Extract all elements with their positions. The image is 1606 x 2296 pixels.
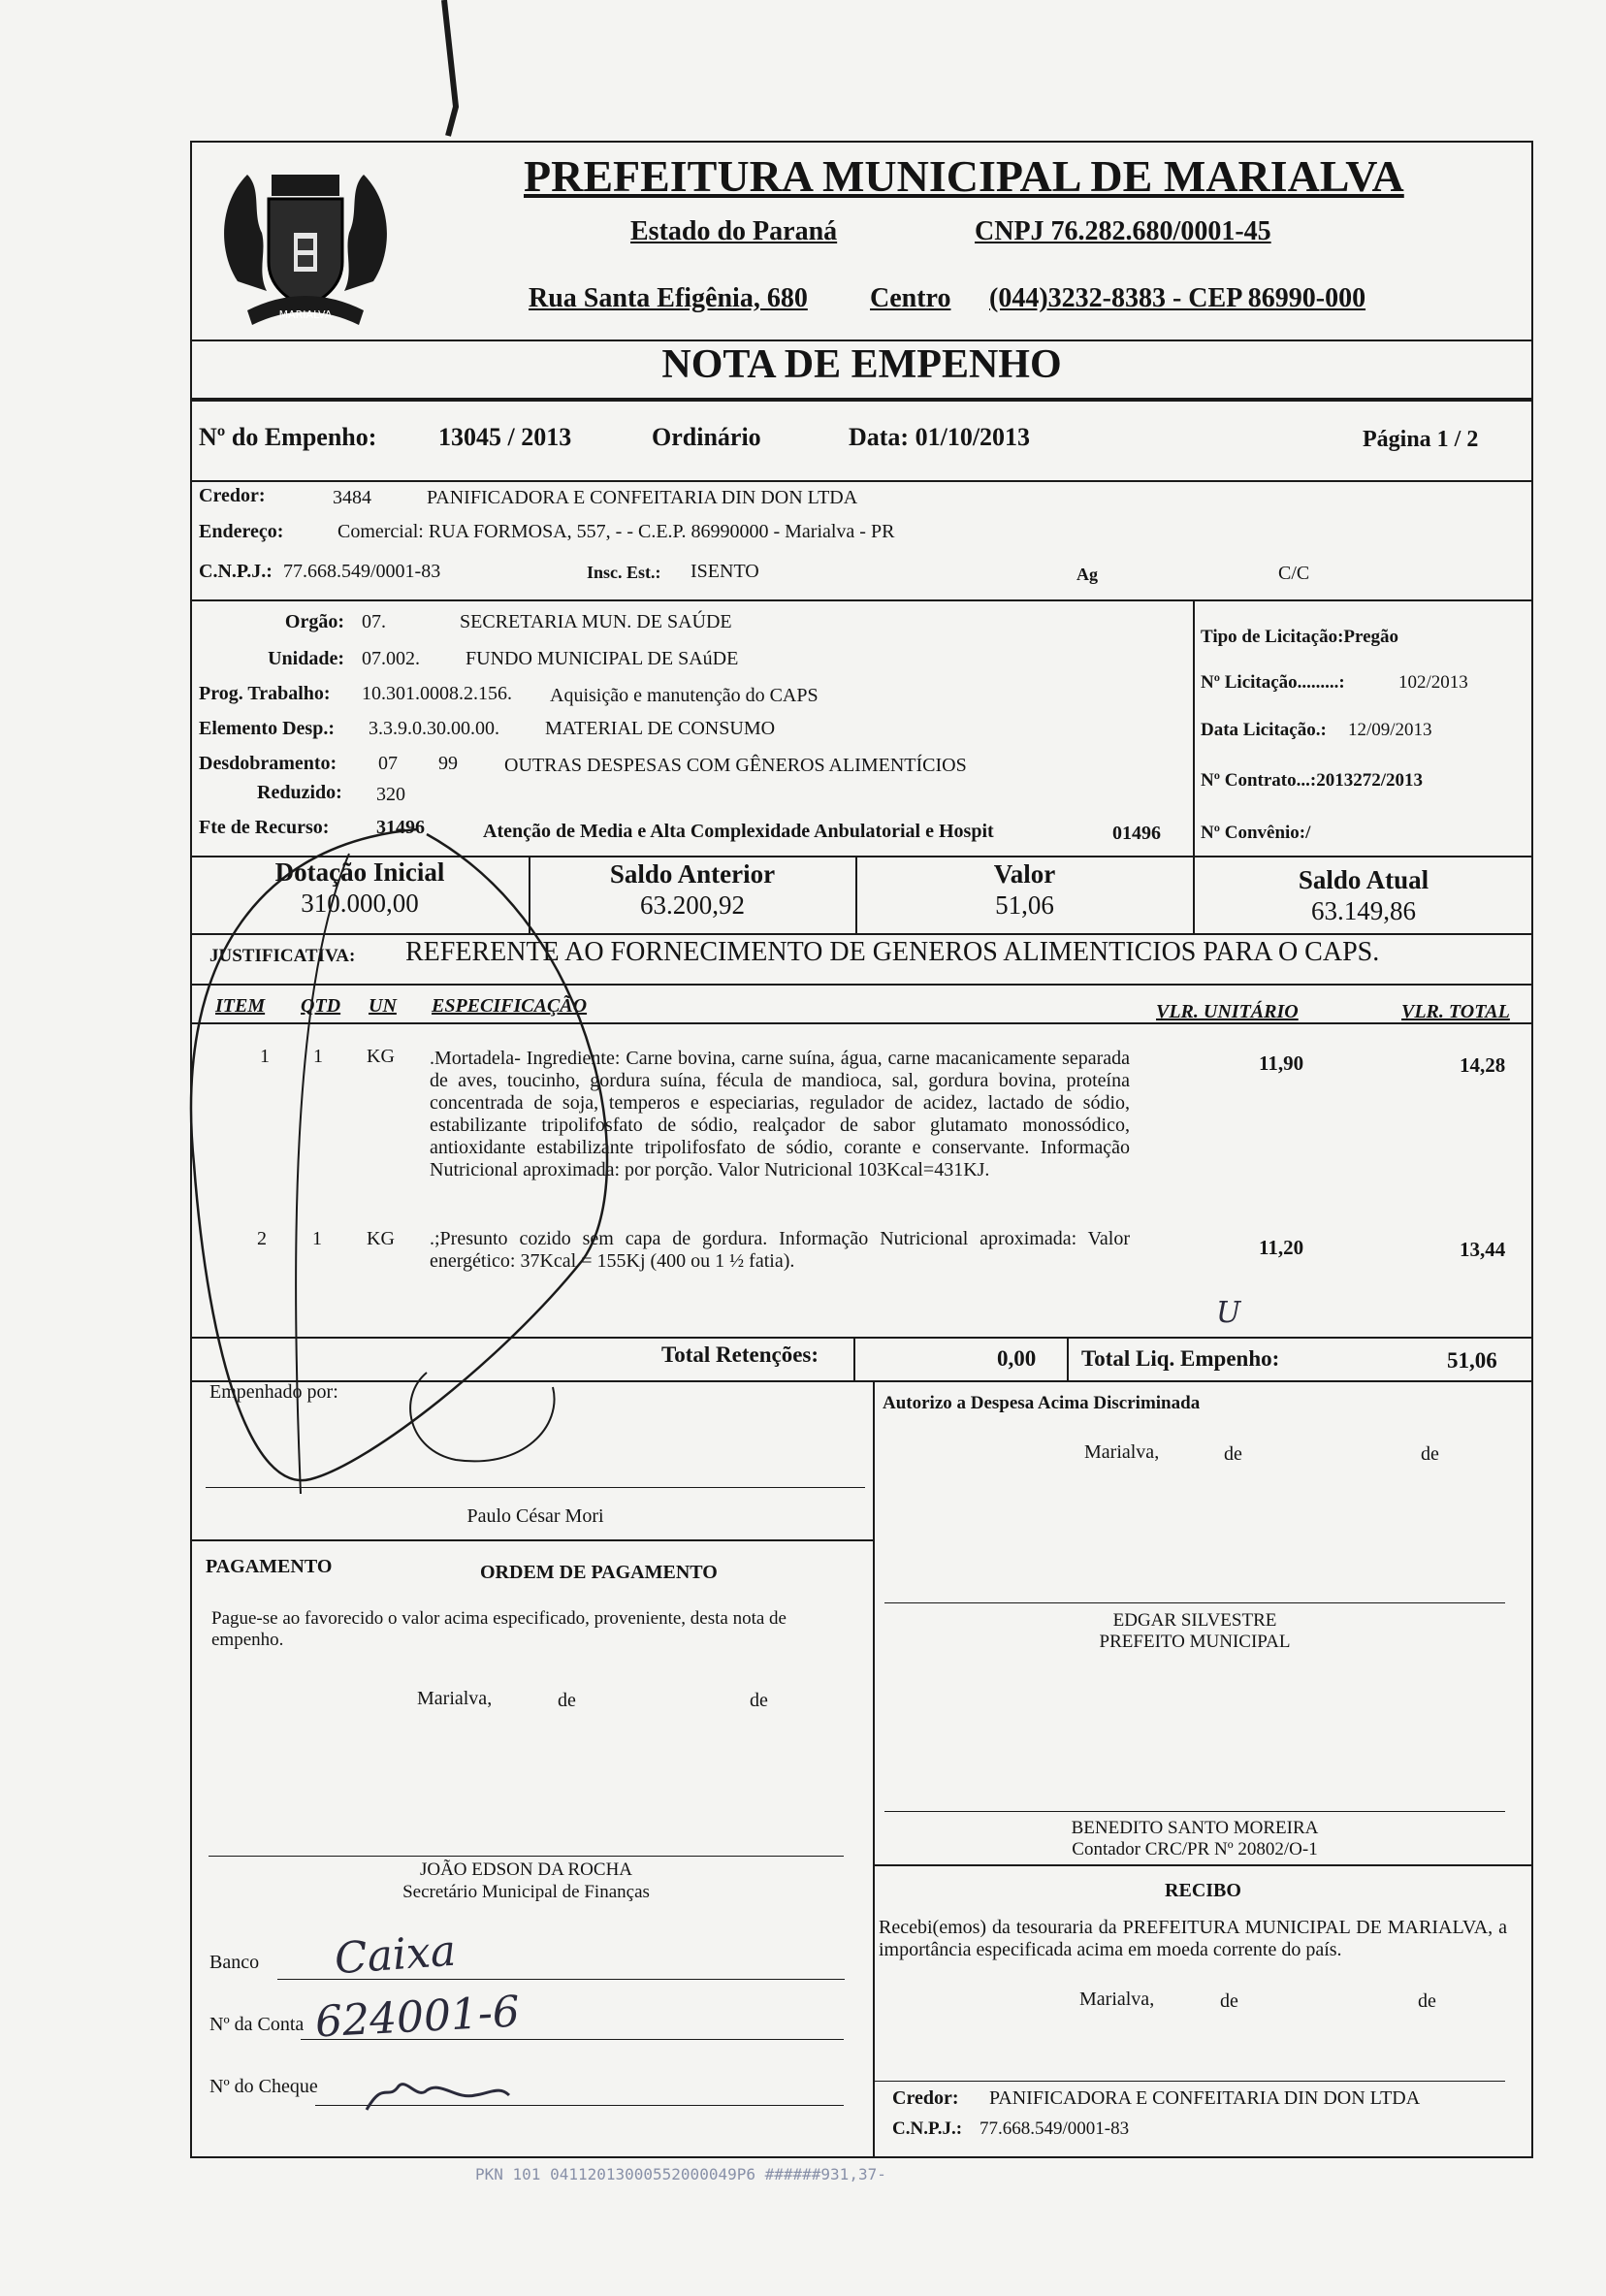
- unidade-name: FUNDO MUNICIPAL DE SAúDE: [466, 648, 739, 669]
- desdob-label: Desdobramento:: [199, 753, 337, 774]
- desdob-code1: 07: [378, 753, 398, 774]
- row1-item: 1: [260, 1046, 270, 1067]
- orgao-label: Orgão:: [284, 611, 344, 632]
- elemento-name: MATERIAL DE CONSUMO: [545, 718, 776, 739]
- prefeito-role: PREFEITO MUNICIPAL: [1099, 1632, 1291, 1652]
- pagamento-de1: de: [558, 1690, 576, 1711]
- empenho-number: 13045 / 2013: [438, 423, 572, 451]
- col-qtd: QTD: [301, 995, 341, 1017]
- dotacao-label: Dotação Inicial: [274, 857, 445, 887]
- prog-label: Prog. Trabalho:: [199, 683, 331, 704]
- desdob-code2: 99: [438, 753, 458, 774]
- cc-label: C/C: [1278, 563, 1310, 584]
- col-un: UN: [369, 995, 397, 1017]
- recibo-cnpj-label: C.N.P.J.:: [892, 2118, 963, 2139]
- row1-un: KG: [367, 1046, 395, 1067]
- insc-label: Insc. Est.:: [587, 563, 661, 582]
- recibo-de1: de: [1220, 1990, 1238, 2012]
- pagamento-city: Marialva,: [417, 1688, 493, 1709]
- unidade-label: Unidade:: [268, 648, 344, 669]
- autorizo-city: Marialva,: [1084, 1441, 1160, 1463]
- secretario-role: Secretário Municipal de Finanças: [402, 1882, 650, 1902]
- handwritten-mark: U: [1216, 1296, 1241, 1330]
- row1-unit-price: 11,90: [1259, 1051, 1304, 1075]
- liquido-label: Total Liq. Empenho:: [1081, 1346, 1280, 1371]
- credor-label: Credor:: [199, 485, 266, 506]
- autorizo-title: Autorizo a Despesa Acima Discriminada: [883, 1393, 1201, 1413]
- credor-address: Comercial: RUA FORMOSA, 557, - - C.E.P. 86990000 - Marialva - PR: [337, 521, 895, 542]
- licitacao-numero: 102/2013: [1398, 672, 1468, 693]
- credor-code: 3484: [333, 487, 371, 508]
- dotacao-value: 310.000,00: [301, 889, 419, 918]
- elemento-label: Elemento Desp.:: [199, 718, 335, 739]
- row2-spec: .;Presunto cozido sem capa de gordura. Informação Nutricional aproximada: Valor energético: 37Kcal = 155Kj (400 ou 1 ½ fatia).: [430, 1228, 1130, 1272]
- secretario-name: JOÃO EDSON DA ROCHA: [419, 1859, 633, 1880]
- fonte-code: 31496: [376, 817, 425, 838]
- valor-label: Valor: [993, 859, 1056, 889]
- state-name: Estado do Paraná: [630, 216, 838, 246]
- header-phone-cep: (044)3232-8383 - CEP 86990-000: [989, 283, 1366, 313]
- orgao-code: 07.: [362, 611, 386, 632]
- banco-value: Caixa: [333, 1925, 458, 1985]
- empenho-label: Nº do Empenho:: [199, 423, 377, 451]
- retencoes-label: Total Retenções:: [661, 1342, 819, 1367]
- header-street: Rua Santa Efigênia, 680: [529, 283, 808, 313]
- col-unit-price: VLR. UNITÁRIO: [1156, 1001, 1299, 1022]
- cnpj-label: C.N.P.J.:: [199, 561, 273, 582]
- credor-insc: ISENTO: [691, 561, 759, 582]
- page-title: PREFEITURA MUNICIPAL DE MARIALVA: [524, 151, 1404, 201]
- row2-qtd: 1: [312, 1228, 322, 1249]
- banco-label: Banco: [209, 1952, 260, 1973]
- autorizo-de1: de: [1224, 1443, 1242, 1465]
- recibo-de2: de: [1418, 1990, 1436, 2012]
- saldo-atual-label: Saldo Atual: [1298, 865, 1429, 894]
- recibo-credor-label: Credor:: [892, 2087, 959, 2109]
- empenho-type: Ordinário: [652, 423, 761, 451]
- row2-unit-price: 11,20: [1259, 1236, 1304, 1259]
- header-district: Centro: [870, 283, 951, 313]
- credor-name: PANIFICADORA E CONFEITARIA DIN DON LTDA: [427, 487, 858, 508]
- conta-value: 624001-6: [313, 1987, 522, 2048]
- pagamento-text: Pague-se ao favorecido o valor acima especificado, proveniente, desta nota de empenho.: [211, 1608, 787, 1650]
- saldo-anterior-value: 63.200,92: [640, 890, 745, 920]
- reduzido-label: Reduzido:: [257, 782, 342, 803]
- autorizo-de2: de: [1421, 1443, 1439, 1465]
- contrato: Nº Contrato...:2013272/2013: [1201, 770, 1423, 791]
- empenhado-name: Paulo César Mori: [466, 1505, 604, 1527]
- footer-code: PKN 101 04112013000552000049P6 ######931,37-: [475, 2165, 886, 2183]
- valor-value: 51,06: [995, 890, 1054, 920]
- prog-name: Aquisição e manutenção do CAPS: [550, 685, 819, 706]
- empenho-date: Data: 01/10/2013: [849, 423, 1031, 451]
- liquido-value: 51,06: [1447, 1348, 1497, 1373]
- row1-qtd: 1: [313, 1046, 323, 1067]
- licitacao-data: 12/09/2013: [1348, 720, 1432, 740]
- fonte-name: Atenção de Media e Alta Complexidade Anbulatorial e Hospit: [483, 821, 994, 842]
- recibo-title: RECIBO: [1165, 1880, 1241, 1901]
- pagamento-de2: de: [750, 1690, 768, 1711]
- row2-item: 2: [257, 1228, 267, 1249]
- licitacao-tipo: Tipo de Licitação:Pregão: [1201, 627, 1399, 647]
- ordem-pagamento: ORDEM DE PAGAMENTO: [480, 1562, 718, 1583]
- justificativa-text: REFERENTE AO FORNECIMENTO DE GENEROS ALIMENTICIOS PARA O CAPS.: [405, 937, 1380, 967]
- page-number: Página 1 / 2: [1363, 427, 1479, 452]
- recibo-city: Marialva,: [1079, 1989, 1155, 2010]
- cheque-label: Nº do Cheque: [209, 2076, 318, 2097]
- orgao-name: SECRETARIA MUN. DE SAÚDE: [460, 611, 732, 632]
- row1-total: 14,28: [1460, 1053, 1506, 1077]
- saldo-atual-value: 63.149,86: [1311, 896, 1416, 925]
- retencoes-value: 0,00: [997, 1346, 1037, 1371]
- unidade-code: 07.002.: [362, 648, 420, 669]
- convenio: Nº Convênio:/: [1201, 823, 1311, 843]
- header-cnpj: CNPJ 76.282.680/0001-45: [975, 216, 1271, 246]
- licitacao-numero-label: Nº Licitação.........:: [1201, 672, 1345, 693]
- ag-label: Ag: [1076, 565, 1098, 584]
- justificativa-label: JUSTIFICATIVA:: [209, 946, 356, 966]
- licitacao-data-label: Data Licitação.:: [1201, 720, 1327, 740]
- col-total: VLR. TOTAL: [1401, 1001, 1510, 1022]
- conta-label: Nº da Conta: [209, 2014, 305, 2035]
- fonte-code2: 01496: [1112, 823, 1161, 844]
- recibo-cnpj: 77.668.549/0001-83: [980, 2118, 1130, 2139]
- recibo-credor: PANIFICADORA E CONFEITARIA DIN DON LTDA: [989, 2087, 1421, 2109]
- prog-code: 10.301.0008.2.156.: [362, 683, 512, 704]
- contador-role: Contador CRC/PR Nº 20802/O-1: [1072, 1839, 1318, 1859]
- desdob-name: OUTRAS DESPESAS COM GÊNEROS ALIMENTÍCIOS: [504, 755, 967, 776]
- pagamento-label: PAGAMENTO: [206, 1556, 333, 1577]
- reduzido-value: 320: [376, 784, 405, 805]
- col-item: ITEM: [215, 995, 266, 1017]
- contador-name: BENEDITO SANTO MOREIRA: [1071, 1818, 1319, 1838]
- saldo-anterior-label: Saldo Anterior: [609, 859, 776, 889]
- row1-spec: .Mortadela- Ingrediente: Carne bovina, carne suína, água, carne macanicamente separada de aves, toucinho, gordura suína, fécula de mandioca, sal, gordura bovina, proteína concentrada de soja, temperos e especiarias, regulador de acidez, lactado de sódio, estabilizante tripolifosfato de sódio, realçador de sabor glutamato monossódico, antioxidante estabilizante tripolifosfato de sódio, corante e conservante. Informação Nutricional aproximada: por porção. Valor Nutricional 103Kcal=431KJ.: [430, 1048, 1130, 1180]
- doc-title: NOTA DE EMPENHO: [661, 342, 1062, 387]
- recibo-text: Recebi(emos) da tesouraria da PREFEITURA MUNICIPAL DE MARIALVA, a importância especificada acima em moeda corrente do país.: [879, 1917, 1507, 1960]
- row2-total: 13,44: [1460, 1238, 1506, 1261]
- elemento-code: 3.3.9.0.30.00.00.: [369, 718, 499, 739]
- row2-un: KG: [367, 1228, 395, 1249]
- svg-text:MARIALVA: MARIALVA: [278, 308, 333, 321]
- prefeito-name: EDGAR SILVESTRE: [1112, 1610, 1277, 1631]
- fonte-label: Fte de Recurso:: [199, 817, 330, 838]
- credor-cnpj: 77.668.549/0001-83: [283, 561, 441, 582]
- col-spec: ESPECIFICAÇÃO: [432, 995, 588, 1017]
- empenhado-label: Empenhado por:: [209, 1381, 338, 1403]
- address-label: Endereço:: [199, 521, 284, 542]
